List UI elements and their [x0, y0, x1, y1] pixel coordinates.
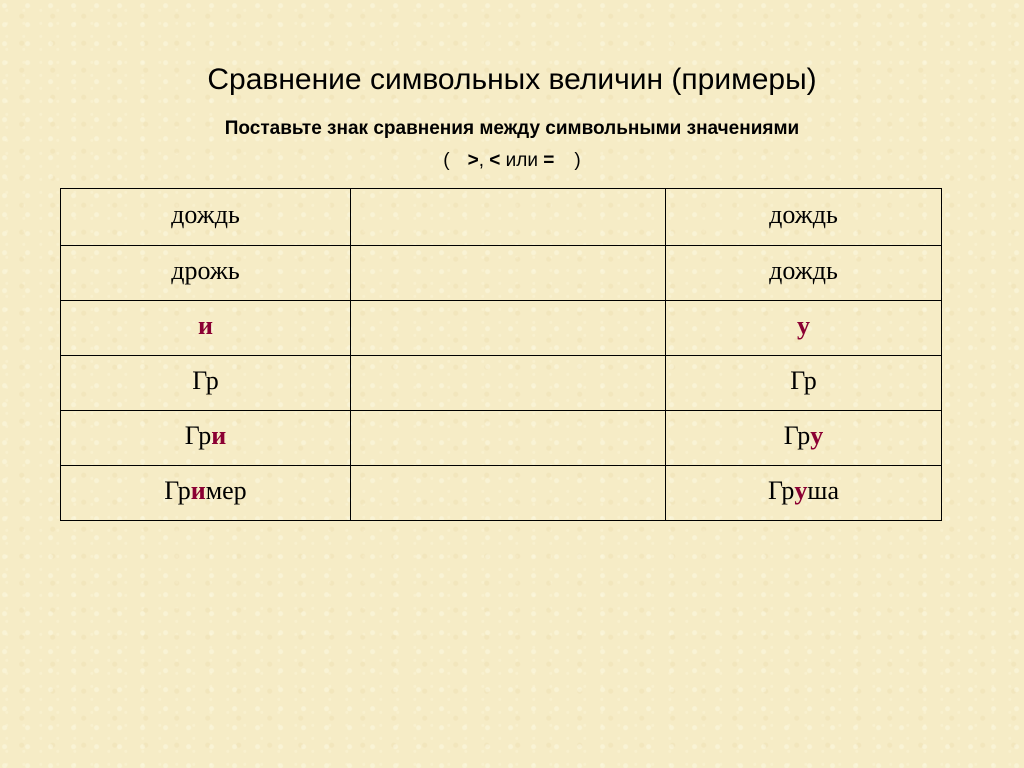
left-value-pre: Гр: [164, 476, 191, 505]
left-value-text: [61, 476, 350, 506]
right-value-pre: дождь: [769, 200, 838, 229]
left-value-cell: [61, 246, 351, 301]
left-value-text: [61, 421, 350, 451]
right-value-text: [666, 366, 941, 396]
table-row: [61, 466, 942, 521]
hint-or-word: или: [505, 150, 538, 171]
right-value-cell: [666, 301, 942, 356]
hint-less-sign: <: [489, 150, 501, 171]
right-value-cell: [666, 356, 942, 411]
left-value-cell: [61, 466, 351, 521]
right-value-cell: [666, 466, 942, 521]
right-value-cell: [666, 246, 942, 301]
table-row: [61, 246, 942, 301]
right-value-pre: Гр: [783, 421, 811, 450]
hint-open-paren: (: [443, 150, 450, 171]
left-value-post: мер: [205, 476, 247, 505]
slide-subtitle: Поставьте знак сравнения между символьными значениями: [224, 118, 800, 139]
hint-equal-sign: =: [543, 150, 555, 171]
right-value-text: [666, 200, 941, 230]
left-value-cell: [61, 301, 351, 356]
right-value-pre: дождь: [769, 256, 838, 285]
left-value-cell: [61, 189, 351, 246]
left-value-text: [61, 200, 350, 230]
left-value-text: [61, 366, 350, 396]
comparison-answer-cell[interactable]: [351, 411, 666, 466]
comparison-answer-cell[interactable]: [351, 356, 666, 411]
right-value-highlighted-letter: у: [794, 476, 808, 505]
left-value-text: [61, 256, 350, 286]
hint-close-paren: ): [574, 150, 581, 171]
comparison-answer-cell[interactable]: [351, 189, 666, 246]
left-value-cell: [61, 356, 351, 411]
right-value-pre: Гр: [768, 476, 795, 505]
comparison-table: [60, 188, 942, 521]
right-value-cell: [666, 189, 942, 246]
left-value-pre: Гр: [184, 421, 212, 450]
right-value-text: [666, 421, 941, 451]
right-value-text: [666, 311, 941, 341]
hint-greater-sign: >: [467, 150, 479, 171]
left-value-pre: Гр: [192, 366, 219, 395]
left-value-pre: дождь: [171, 200, 240, 229]
left-value-highlighted-letter: и: [190, 476, 206, 505]
comparison-answer-cell[interactable]: [351, 466, 666, 521]
table-row: [61, 356, 942, 411]
left-value-cell: [61, 411, 351, 466]
right-value-text: [666, 476, 941, 506]
left-value-text: [61, 311, 350, 341]
right-value-highlighted-letter: у: [797, 311, 810, 340]
table-row: [61, 301, 942, 356]
left-value-pre: дрожь: [171, 256, 240, 285]
right-value-pre: Гр: [790, 366, 817, 395]
comparison-answer-cell[interactable]: [351, 301, 666, 356]
right-value-highlighted-letter: у: [810, 421, 824, 450]
comparison-signs-hint: [0, 148, 1024, 174]
table-row: [61, 189, 942, 246]
comparison-answer-cell[interactable]: [351, 246, 666, 301]
left-value-highlighted-letter: и: [211, 421, 227, 450]
right-value-text: [666, 256, 941, 286]
slide-title: Сравнение символьных величин (примеры): [207, 63, 817, 96]
right-value-cell: [666, 411, 942, 466]
table-row: [61, 411, 942, 466]
hint-comma: ,: [478, 150, 484, 171]
right-value-post: ша: [807, 476, 839, 505]
left-value-highlighted-letter: и: [198, 311, 213, 340]
